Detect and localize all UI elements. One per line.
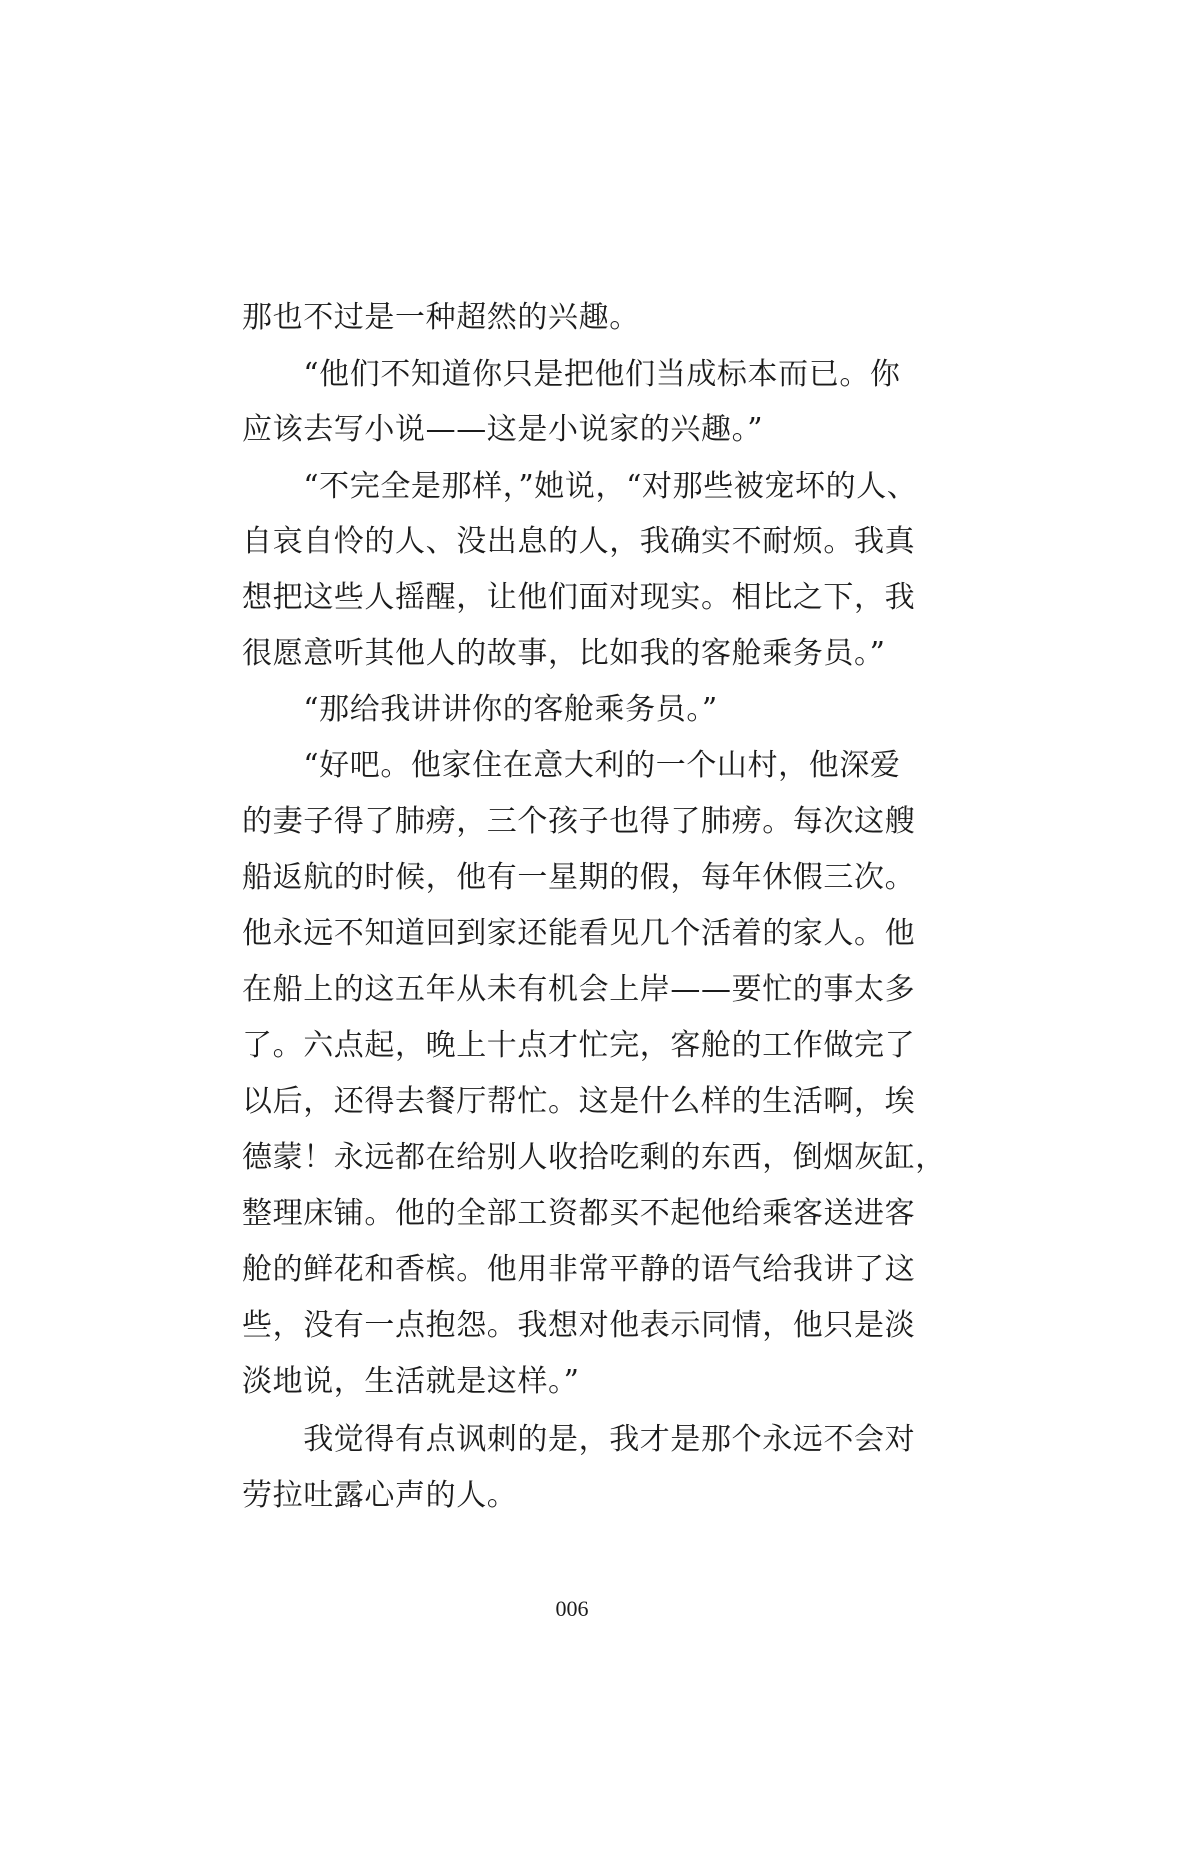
text-line: “那给我讲讲你的客舱乘务员。”	[242, 692, 718, 727]
text-line: 德蒙！永远都在给别人收拾吃剩的东西，倒烟灰缸，	[242, 1140, 946, 1175]
text-line: 应该去写小说——这是小说家的兴趣。”	[242, 412, 764, 447]
text-line: 劳拉吐露心声的人。	[242, 1478, 518, 1513]
text-line: 想把这些人摇醒，让他们面对现实。相比之下，我	[242, 580, 916, 615]
text-line: 以后，还得去餐厅帮忙。这是什么样的生活啊，埃	[242, 1084, 916, 1119]
text-line: 船返航的时候，他有一星期的假，每年休假三次。	[242, 860, 916, 895]
text-line: 那也不过是一种超然的兴趣。	[242, 300, 640, 335]
text-line: 淡地说，生活就是这样。”	[242, 1364, 580, 1399]
text-line: 的妻子得了肺痨，三个孩子也得了肺痨。每次这艘	[242, 804, 916, 839]
text-line: 他永远不知道回到家还能看见几个活着的家人。他	[242, 916, 916, 951]
text-line: 了。六点起，晚上十点才忙完，客舱的工作做完了	[242, 1028, 916, 1063]
text-line: 自哀自怜的人、没出息的人，我确实不耐烦。我真	[242, 524, 916, 559]
text-line: “好吧。他家住在意大利的一个山村，他深爱	[242, 748, 901, 783]
text-line: “不完全是那样，”她说，“对那些被宠坏的人、	[242, 469, 918, 504]
text-line: 整理床铺。他的全部工资都买不起他给乘客送进客	[242, 1196, 916, 1231]
page-number: 006	[555, 1596, 589, 1621]
text-line: “他们不知道你只是把他们当成标本而已。你	[242, 357, 901, 392]
text-line: 我觉得有点讽刺的是，我才是那个永远不会对	[242, 1422, 916, 1457]
text-line: 很愿意听其他人的故事，比如我的客舱乘务员。”	[242, 636, 886, 671]
text-line: 舱的鲜花和香槟。他用非常平静的语气给我讲了这	[242, 1252, 916, 1287]
text-line: 在船上的这五年从未有机会上岸——要忙的事太多	[242, 972, 916, 1007]
text-line: 些，没有一点抱怨。我想对他表示同情，他只是淡	[242, 1308, 916, 1343]
